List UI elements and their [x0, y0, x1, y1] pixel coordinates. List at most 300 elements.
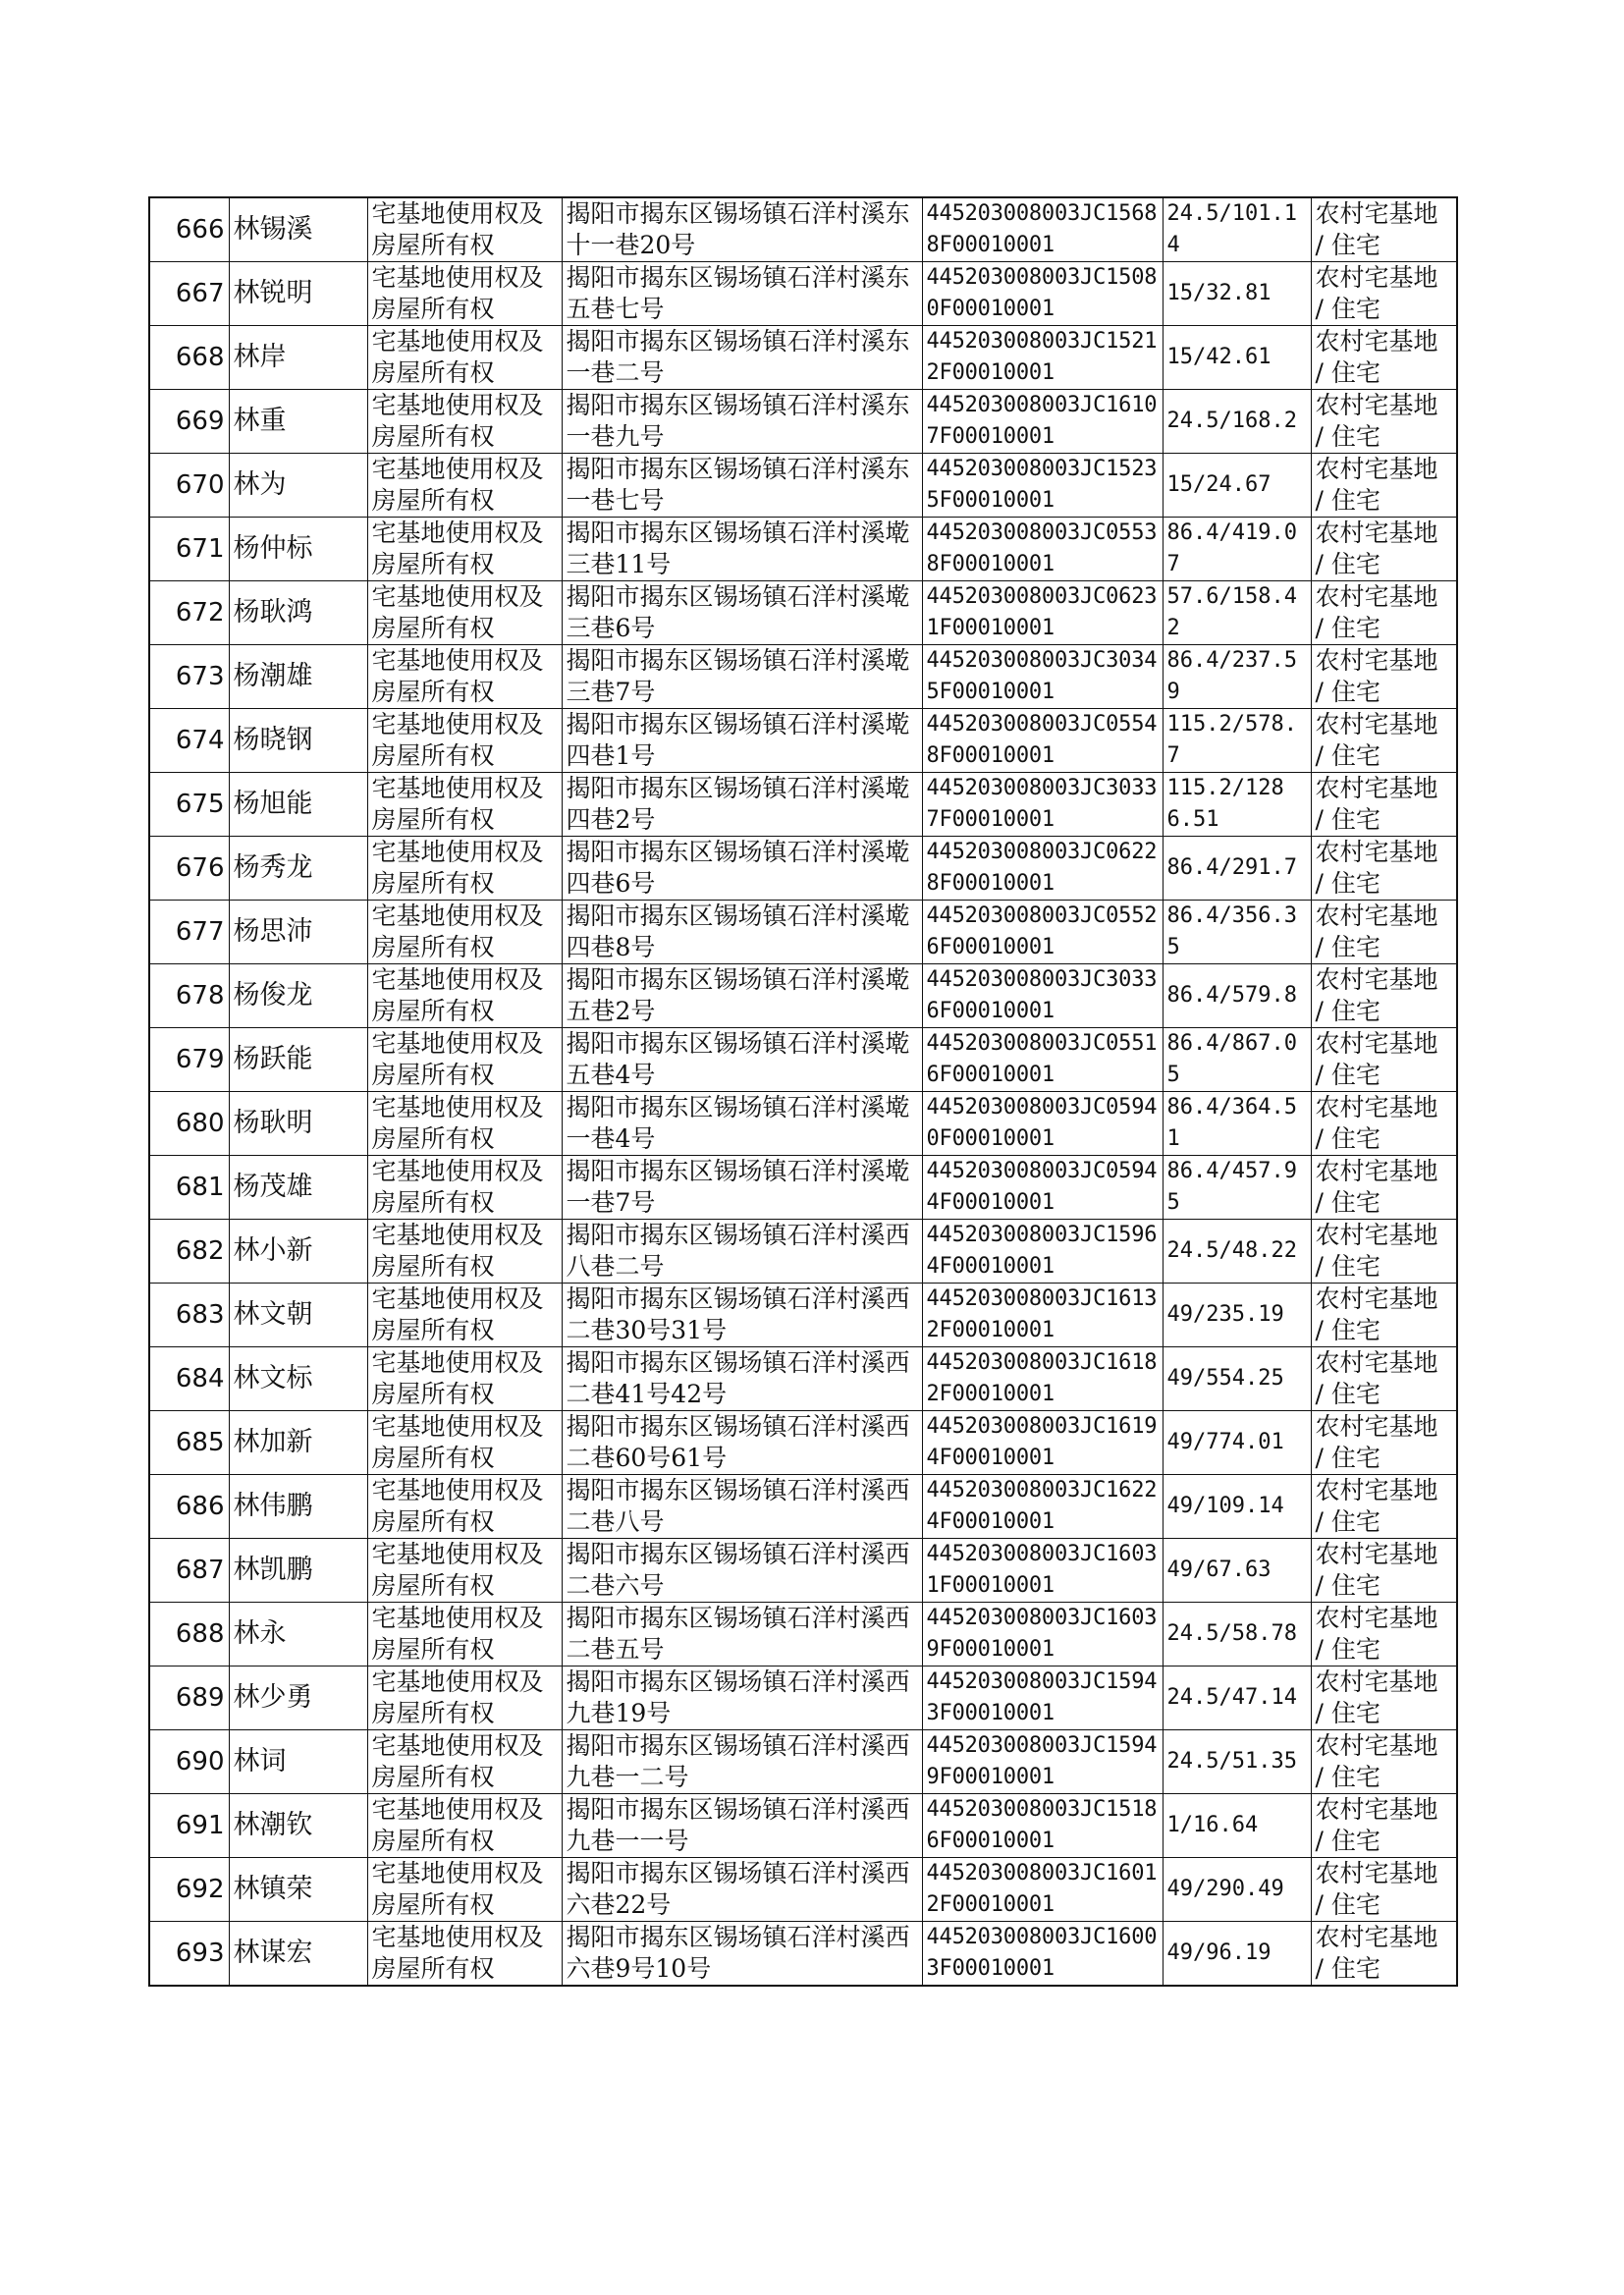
table-row — [149, 964, 1457, 1028]
right-type: 宅基地使用权及房屋所有权 — [371, 1859, 544, 1919]
owner-name: 林伟鹏 — [233, 1491, 313, 1521]
property-location: 揭阳市揭东区锡场镇石洋村溪墘四巷2号 — [566, 774, 910, 834]
property-location: 揭阳市揭东区锡场镇石洋村溪墘四巷6号 — [566, 838, 910, 898]
record-number-cell — [149, 645, 229, 709]
owner-name: 杨耿鸿 — [233, 597, 313, 628]
area-value-cell — [1163, 518, 1311, 581]
unit-code-cell — [922, 1475, 1163, 1539]
property-location: 揭阳市揭东区锡场镇石洋村溪墘三巷6号 — [566, 582, 910, 642]
right-type-cell — [367, 1858, 562, 1922]
land-use-cell — [1311, 326, 1457, 390]
land-use: 农村宅基地 / 住宅 — [1315, 710, 1438, 770]
owner-name: 林锡溪 — [233, 214, 313, 245]
owner-name-cell — [229, 262, 367, 326]
property-location-cell — [562, 1730, 922, 1794]
land-use-cell — [1311, 197, 1457, 262]
record-number: 686 — [175, 1492, 225, 1521]
record-number: 673 — [175, 662, 225, 691]
record-number-cell — [149, 1858, 229, 1922]
record-number: 666 — [175, 215, 225, 245]
table-row — [149, 518, 1457, 581]
owner-name-cell — [229, 1858, 367, 1922]
area-value: 49/96.19 — [1166, 1940, 1272, 1965]
right-type-cell — [367, 964, 562, 1028]
unit-code-cell — [922, 773, 1163, 837]
unit-code: 445203008003JC06231F00010001 — [926, 584, 1158, 640]
right-type-cell — [367, 773, 562, 837]
record-number: 691 — [175, 1811, 225, 1840]
record-number: 670 — [175, 470, 225, 500]
area-value-cell — [1163, 1411, 1311, 1475]
unit-code: 445203008003JC30337F00010001 — [926, 776, 1158, 832]
table-row — [149, 454, 1457, 518]
property-location-cell — [562, 964, 922, 1028]
area-value-cell — [1163, 390, 1311, 454]
land-use: 农村宅基地 / 住宅 — [1315, 1923, 1438, 1983]
owner-name-cell — [229, 326, 367, 390]
table-row — [149, 1667, 1457, 1730]
owner-name: 林为 — [233, 469, 287, 500]
table-row — [149, 1220, 1457, 1284]
land-use: 农村宅基地 / 住宅 — [1315, 1157, 1438, 1217]
record-number-cell — [149, 390, 229, 454]
property-location: 揭阳市揭东区锡场镇石洋村溪墘三巷11号 — [566, 519, 910, 578]
area-value: 49/235.19 — [1166, 1302, 1284, 1327]
right-type-cell — [367, 1922, 562, 1987]
area-value: 15/42.61 — [1166, 345, 1272, 369]
area-value: 24.5/168.2 — [1166, 409, 1297, 433]
area-value-cell — [1163, 454, 1311, 518]
right-type-cell — [367, 1347, 562, 1411]
record-number: 688 — [175, 1619, 225, 1649]
area-value: 86.4/356.35 — [1166, 903, 1297, 959]
area-value: 15/32.81 — [1166, 281, 1272, 305]
record-number: 672 — [175, 598, 225, 628]
property-location: 揭阳市揭东区锡场镇石洋村溪墘四巷1号 — [566, 710, 910, 770]
right-type-cell — [367, 1028, 562, 1092]
owner-name-cell — [229, 837, 367, 901]
right-type-cell — [367, 1092, 562, 1156]
property-location: 揭阳市揭东区锡场镇石洋村溪西二巷41号42号 — [566, 1348, 910, 1408]
area-value: 115.2/1286.51 — [1166, 776, 1284, 832]
area-value-cell — [1163, 1794, 1311, 1858]
right-type: 宅基地使用权及房屋所有权 — [371, 1476, 544, 1536]
record-number: 685 — [175, 1428, 225, 1457]
area-value-cell — [1163, 964, 1311, 1028]
owner-name: 杨秀龙 — [233, 852, 313, 883]
right-type: 宅基地使用权及房屋所有权 — [371, 1348, 544, 1408]
right-type-cell — [367, 901, 562, 964]
right-type-cell — [367, 262, 562, 326]
unit-code: 445203008003JC16039F00010001 — [926, 1606, 1158, 1662]
property-location: 揭阳市揭东区锡场镇石洋村溪西六巷9号10号 — [566, 1923, 910, 1983]
right-type: 宅基地使用权及房屋所有权 — [371, 263, 544, 323]
area-value-cell — [1163, 326, 1311, 390]
record-number: 689 — [175, 1683, 225, 1713]
area-value: 86.4/457.95 — [1166, 1159, 1297, 1215]
record-number-cell — [149, 1220, 229, 1284]
unit-code-cell — [922, 1092, 1163, 1156]
table-row — [149, 1475, 1457, 1539]
unit-code: 445203008003JC15943F00010001 — [926, 1669, 1158, 1725]
record-number-cell — [149, 1284, 229, 1347]
land-use: 农村宅基地 / 住宅 — [1315, 1795, 1438, 1855]
table-row — [149, 326, 1457, 390]
land-use-cell — [1311, 773, 1457, 837]
table-row — [149, 645, 1457, 709]
record-number: 693 — [175, 1939, 225, 1968]
right-type: 宅基地使用权及房屋所有权 — [371, 710, 544, 770]
owner-name-cell — [229, 1092, 367, 1156]
area-value-cell — [1163, 1539, 1311, 1603]
owner-name-cell — [229, 518, 367, 581]
right-type: 宅基地使用权及房屋所有权 — [371, 327, 544, 387]
land-use: 农村宅基地 / 住宅 — [1315, 1667, 1438, 1727]
property-location-cell — [562, 901, 922, 964]
property-location-cell — [562, 1347, 922, 1411]
area-value: 86.4/867.05 — [1166, 1031, 1297, 1087]
owner-name-cell — [229, 773, 367, 837]
right-type-cell — [367, 645, 562, 709]
right-type-cell — [367, 197, 562, 262]
unit-code: 445203008003JC05538F00010001 — [926, 520, 1158, 576]
land-use-cell — [1311, 390, 1457, 454]
record-number-cell — [149, 454, 229, 518]
owner-name: 杨仲标 — [233, 533, 313, 564]
record-number: 669 — [175, 407, 225, 436]
land-use: 农村宅基地 / 住宅 — [1315, 1731, 1438, 1791]
right-type-cell — [367, 1730, 562, 1794]
property-location-cell — [562, 1794, 922, 1858]
unit-code-cell — [922, 709, 1163, 773]
right-type-cell — [367, 326, 562, 390]
right-type-cell — [367, 518, 562, 581]
unit-code: 445203008003JC15688F00010001 — [926, 201, 1158, 257]
land-use: 农村宅基地 / 住宅 — [1315, 965, 1438, 1025]
owner-name-cell — [229, 1220, 367, 1284]
property-location: 揭阳市揭东区锡场镇石洋村溪东一巷九号 — [566, 391, 910, 451]
area-value: 24.5/51.35 — [1166, 1749, 1297, 1774]
table-row — [149, 1539, 1457, 1603]
area-value-cell — [1163, 1028, 1311, 1092]
right-type-cell — [367, 390, 562, 454]
record-number-cell — [149, 901, 229, 964]
property-location-cell — [562, 581, 922, 645]
owner-name: 林小新 — [233, 1235, 313, 1266]
right-type: 宅基地使用权及房屋所有权 — [371, 1604, 544, 1664]
land-use-cell — [1311, 262, 1457, 326]
record-number: 667 — [175, 279, 225, 308]
property-location: 揭阳市揭东区锡场镇石洋村溪西二巷60号61号 — [566, 1412, 910, 1472]
right-type: 宅基地使用权及房屋所有权 — [371, 902, 544, 961]
right-type-cell — [367, 1539, 562, 1603]
right-type: 宅基地使用权及房屋所有权 — [371, 1093, 544, 1153]
land-use-cell — [1311, 1667, 1457, 1730]
record-number: 692 — [175, 1875, 225, 1904]
property-location-cell — [562, 262, 922, 326]
unit-code-cell — [922, 390, 1163, 454]
land-use-cell — [1311, 1220, 1457, 1284]
record-number-cell — [149, 1028, 229, 1092]
property-location: 揭阳市揭东区锡场镇石洋村溪东一巷二号 — [566, 327, 910, 387]
unit-code-cell — [922, 1347, 1163, 1411]
area-value-cell — [1163, 1284, 1311, 1347]
record-number-cell — [149, 1794, 229, 1858]
land-use: 农村宅基地 / 住宅 — [1315, 1412, 1438, 1472]
unit-code: 445203008003JC05548F00010001 — [926, 712, 1158, 768]
land-use: 农村宅基地 / 住宅 — [1315, 838, 1438, 898]
land-use: 农村宅基地 / 住宅 — [1315, 519, 1438, 578]
area-value-cell — [1163, 197, 1311, 262]
owner-name-cell — [229, 1794, 367, 1858]
property-location: 揭阳市揭东区锡场镇石洋村溪西二巷30号31号 — [566, 1284, 910, 1344]
land-use: 农村宅基地 / 住宅 — [1315, 902, 1438, 961]
record-number: 677 — [175, 917, 225, 947]
right-type-cell — [367, 1475, 562, 1539]
record-number: 687 — [175, 1556, 225, 1585]
unit-code: 445203008003JC05944F00010001 — [926, 1159, 1158, 1215]
area-value-cell — [1163, 1475, 1311, 1539]
owner-name: 林词 — [233, 1746, 287, 1776]
record-number: 674 — [175, 726, 225, 755]
table-row — [149, 1156, 1457, 1220]
record-number-cell — [149, 262, 229, 326]
record-number: 682 — [175, 1236, 225, 1266]
owner-name: 杨思沛 — [233, 916, 313, 947]
owner-name-cell — [229, 1284, 367, 1347]
unit-code-cell — [922, 1858, 1163, 1922]
right-type-cell — [367, 1156, 562, 1220]
land-use: 农村宅基地 / 住宅 — [1315, 646, 1438, 706]
right-type: 宅基地使用权及房屋所有权 — [371, 1667, 544, 1727]
record-number: 683 — [175, 1300, 225, 1330]
record-number-cell — [149, 1667, 229, 1730]
unit-code: 445203008003JC05940F00010001 — [926, 1095, 1158, 1151]
table-row — [149, 581, 1457, 645]
area-value-cell — [1163, 1220, 1311, 1284]
record-number: 668 — [175, 343, 225, 372]
record-number-cell — [149, 1092, 229, 1156]
property-location-cell — [562, 1667, 922, 1730]
property-location-cell — [562, 326, 922, 390]
area-value: 49/67.63 — [1166, 1557, 1272, 1582]
owner-name-cell — [229, 1156, 367, 1220]
land-use: 农村宅基地 / 住宅 — [1315, 1093, 1438, 1153]
record-number-cell — [149, 1603, 229, 1667]
unit-code: 445203008003JC16182F00010001 — [926, 1350, 1158, 1406]
owner-name: 林镇荣 — [233, 1874, 313, 1904]
right-type: 宅基地使用权及房屋所有权 — [371, 774, 544, 834]
property-location-cell — [562, 773, 922, 837]
property-location-cell — [562, 390, 922, 454]
property-location-cell — [562, 1411, 922, 1475]
unit-code-cell — [922, 1794, 1163, 1858]
owner-name-cell — [229, 581, 367, 645]
owner-name-cell — [229, 197, 367, 262]
area-value: 49/109.14 — [1166, 1494, 1284, 1518]
property-location-cell — [562, 1156, 922, 1220]
land-use: 农村宅基地 / 住宅 — [1315, 455, 1438, 515]
owner-name: 杨耿明 — [233, 1108, 313, 1138]
land-use: 农村宅基地 / 住宅 — [1315, 1540, 1438, 1600]
area-value-cell — [1163, 581, 1311, 645]
unit-code: 445203008003JC15212F00010001 — [926, 329, 1158, 385]
property-location-cell — [562, 1284, 922, 1347]
property-location-cell — [562, 645, 922, 709]
land-use-cell — [1311, 1284, 1457, 1347]
records-table — [148, 196, 1458, 1987]
table-row — [149, 1603, 1457, 1667]
area-value-cell — [1163, 1347, 1311, 1411]
table-row — [149, 1347, 1457, 1411]
land-use: 农村宅基地 / 住宅 — [1315, 1859, 1438, 1919]
land-use: 农村宅基地 / 住宅 — [1315, 1348, 1438, 1408]
right-type-cell — [367, 581, 562, 645]
land-use: 农村宅基地 / 住宅 — [1315, 1221, 1438, 1281]
owner-name: 杨跃能 — [233, 1044, 313, 1074]
property-location: 揭阳市揭东区锡场镇石洋村溪西九巷19号 — [566, 1667, 910, 1727]
owner-name-cell — [229, 1539, 367, 1603]
right-type-cell — [367, 454, 562, 518]
area-value: 86.4/364.51 — [1166, 1095, 1297, 1151]
land-use: 农村宅基地 / 住宅 — [1315, 391, 1438, 451]
right-type: 宅基地使用权及房屋所有权 — [371, 582, 544, 642]
owner-name-cell — [229, 1347, 367, 1411]
unit-code: 445203008003JC16132F00010001 — [926, 1286, 1158, 1342]
property-location: 揭阳市揭东区锡场镇石洋村溪东一巷七号 — [566, 455, 910, 515]
table-row — [149, 262, 1457, 326]
land-use-cell — [1311, 1028, 1457, 1092]
area-value-cell — [1163, 773, 1311, 837]
area-value-cell — [1163, 1922, 1311, 1987]
area-value-cell — [1163, 1603, 1311, 1667]
unit-code-cell — [922, 581, 1163, 645]
unit-code-cell — [922, 454, 1163, 518]
record-number-cell — [149, 837, 229, 901]
property-location-cell — [562, 1028, 922, 1092]
land-use: 农村宅基地 / 住宅 — [1315, 1604, 1438, 1664]
property-location: 揭阳市揭东区锡场镇石洋村溪墘四巷8号 — [566, 902, 910, 961]
right-type: 宅基地使用权及房屋所有权 — [371, 391, 544, 451]
land-use-cell — [1311, 1794, 1457, 1858]
owner-name-cell — [229, 1603, 367, 1667]
right-type: 宅基地使用权及房屋所有权 — [371, 965, 544, 1025]
unit-code: 445203008003JC16194F00010001 — [926, 1414, 1158, 1470]
land-use-cell — [1311, 1922, 1457, 1987]
record-number-cell — [149, 964, 229, 1028]
record-number-cell — [149, 1539, 229, 1603]
land-use-cell — [1311, 1092, 1457, 1156]
table-row — [149, 901, 1457, 964]
property-location: 揭阳市揭东区锡场镇石洋村溪西八巷二号 — [566, 1221, 910, 1281]
owner-name: 林岸 — [233, 342, 287, 372]
area-value: 86.4/579.8 — [1166, 983, 1297, 1008]
unit-code: 445203008003JC30336F00010001 — [926, 967, 1158, 1023]
land-use-cell — [1311, 1347, 1457, 1411]
unit-code-cell — [922, 1730, 1163, 1794]
unit-code-cell — [922, 1220, 1163, 1284]
land-use-cell — [1311, 964, 1457, 1028]
record-number-cell — [149, 326, 229, 390]
area-value: 86.4/419.07 — [1166, 520, 1297, 576]
area-value: 15/24.67 — [1166, 472, 1272, 497]
property-location: 揭阳市揭东区锡场镇石洋村溪墘三巷7号 — [566, 646, 910, 706]
unit-code: 445203008003JC15964F00010001 — [926, 1223, 1158, 1279]
owner-name-cell — [229, 1667, 367, 1730]
area-value: 49/554.25 — [1166, 1366, 1284, 1391]
property-location: 揭阳市揭东区锡场镇石洋村溪西九巷一一号 — [566, 1795, 910, 1855]
unit-code: 445203008003JC15235F00010001 — [926, 457, 1158, 513]
property-location: 揭阳市揭东区锡场镇石洋村溪东五巷七号 — [566, 263, 910, 323]
table-row — [149, 1092, 1457, 1156]
right-type: 宅基地使用权及房屋所有权 — [371, 455, 544, 515]
property-location-cell — [562, 709, 922, 773]
land-use: 农村宅基地 / 住宅 — [1315, 263, 1438, 323]
area-value: 49/774.01 — [1166, 1430, 1284, 1454]
right-type: 宅基地使用权及房屋所有权 — [371, 1029, 544, 1089]
area-value-cell — [1163, 709, 1311, 773]
right-type-cell — [367, 1411, 562, 1475]
owner-name-cell — [229, 901, 367, 964]
right-type: 宅基地使用权及房屋所有权 — [371, 1540, 544, 1600]
unit-code: 445203008003JC15080F00010001 — [926, 265, 1158, 321]
property-location: 揭阳市揭东区锡场镇石洋村溪西六巷22号 — [566, 1859, 910, 1919]
property-location-cell — [562, 518, 922, 581]
unit-code-cell — [922, 262, 1163, 326]
record-number: 681 — [175, 1173, 225, 1202]
table-row — [149, 773, 1457, 837]
owner-name: 林少勇 — [233, 1682, 313, 1713]
land-use-cell — [1311, 1411, 1457, 1475]
owner-name: 杨旭能 — [233, 789, 313, 819]
unit-code: 445203008003JC16107F00010001 — [926, 393, 1158, 449]
area-value: 1/16.64 — [1166, 1813, 1259, 1837]
area-value-cell — [1163, 1156, 1311, 1220]
table-row — [149, 837, 1457, 901]
record-number: 690 — [175, 1747, 225, 1776]
land-use: 农村宅基地 / 住宅 — [1315, 774, 1438, 834]
owner-name: 林文标 — [233, 1363, 313, 1393]
record-number-cell — [149, 1156, 229, 1220]
record-number: 679 — [175, 1045, 225, 1074]
record-number-cell — [149, 1730, 229, 1794]
unit-code-cell — [922, 1922, 1163, 1987]
right-type: 宅基地使用权及房屋所有权 — [371, 1923, 544, 1983]
right-type-cell — [367, 1603, 562, 1667]
property-location: 揭阳市揭东区锡场镇石洋村溪墘一巷4号 — [566, 1093, 910, 1153]
property-location-cell — [562, 197, 922, 262]
right-type-cell — [367, 837, 562, 901]
record-number-cell — [149, 773, 229, 837]
owner-name: 杨晓钢 — [233, 725, 313, 755]
unit-code: 445203008003JC05526F00010001 — [926, 903, 1158, 959]
area-value-cell — [1163, 837, 1311, 901]
property-location: 揭阳市揭东区锡场镇石洋村溪墘五巷4号 — [566, 1029, 910, 1089]
property-location-cell — [562, 1220, 922, 1284]
table-row — [149, 1730, 1457, 1794]
unit-code: 445203008003JC15949F00010001 — [926, 1733, 1158, 1789]
property-location-cell — [562, 1475, 922, 1539]
land-use-cell — [1311, 837, 1457, 901]
property-location-cell — [562, 454, 922, 518]
area-value-cell — [1163, 901, 1311, 964]
owner-name-cell — [229, 1475, 367, 1539]
records-body — [149, 197, 1457, 1986]
land-use-cell — [1311, 709, 1457, 773]
owner-name-cell — [229, 645, 367, 709]
unit-code-cell — [922, 518, 1163, 581]
owner-name-cell — [229, 1922, 367, 1987]
